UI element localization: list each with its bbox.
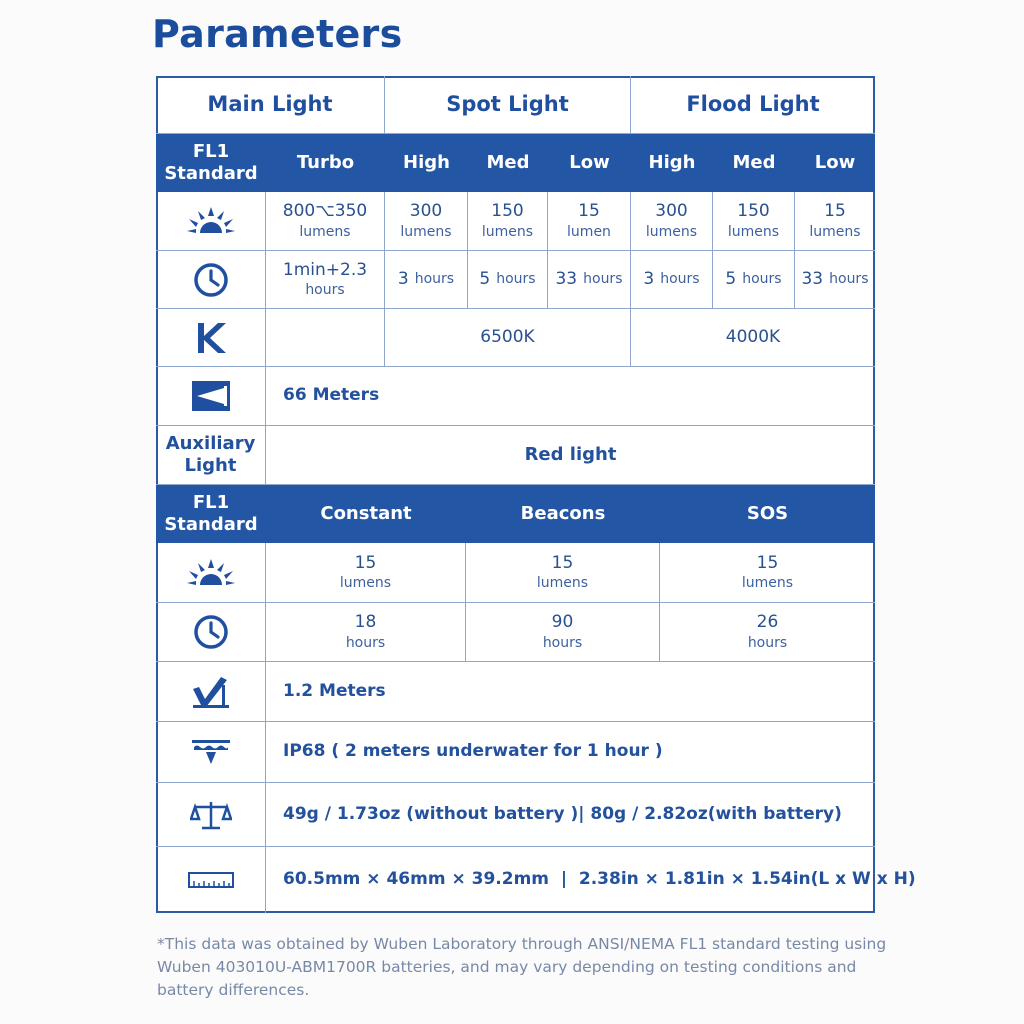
turbo-runtime: [266, 251, 385, 309]
auxiliary-light-label-text: Auxiliary Light: [165, 432, 256, 476]
beam-distance-icon: [156, 367, 266, 426]
flood-med-runtime-unit: hours: [742, 271, 782, 288]
aux-sos-output-unit: lumens: [741, 575, 794, 592]
waterproof-icon: [156, 722, 266, 783]
lumens-brightness-icon: [156, 192, 266, 251]
weight-value: [266, 783, 875, 847]
spot-med-output-unit: lumens: [481, 223, 534, 240]
dimensions-text: 60.5mm × 46mm × 39.2mm | 2.38in × 1.81in × 1.54in(L x W x H): [283, 869, 916, 890]
flood-high-output-value: 300: [655, 201, 688, 222]
flood-low-output: [795, 192, 875, 251]
aux-beacons-output: [466, 543, 660, 603]
aux-sos-runtime: [660, 603, 875, 662]
spot-med-runtime-unit: hours: [496, 271, 536, 288]
auxiliary-light-value-text: Red light: [524, 443, 617, 465]
parameters-table: [156, 76, 916, 913]
aux-sos-runtime-value: 26: [756, 612, 779, 633]
spot-high-output-unit: lumens: [400, 223, 452, 240]
mode-spot-med: Med: [486, 152, 530, 174]
flood-med-runtime: [713, 251, 795, 309]
spot-med-output: [468, 192, 548, 251]
spot-high-runtime-unit: hours: [414, 271, 455, 288]
aux-constant-runtime-unit: hours: [345, 634, 386, 651]
fl1-standard-label: FL1 Standard: [164, 141, 258, 184]
aux-constant-runtime-value: 18: [354, 612, 377, 633]
beam-distance-text: 66 Meters: [283, 385, 380, 406]
kelvin-k-icon: [156, 309, 266, 367]
aux-constant-runtime: [266, 603, 466, 662]
flood-med-runtime-value: 5: [725, 268, 737, 289]
aux-beacons-runtime-unit: hours: [542, 634, 583, 651]
beam-distance-value: [266, 367, 875, 426]
mode-spot-high: High: [403, 152, 450, 174]
impact-resistance-text: 1.2 Meters: [283, 680, 386, 701]
flood-high-output: [631, 192, 713, 251]
aux-constant-output-value: 15: [354, 552, 377, 573]
mode-flood-med: Med: [732, 152, 776, 174]
aux-beacons-runtime-value: 90: [551, 612, 574, 633]
flood-low-output-unit: lumens: [809, 223, 861, 240]
spot-low-output: [548, 192, 631, 251]
ruler-icon: [156, 847, 266, 913]
spot-med-runtime: [468, 251, 548, 309]
aux-sos-output-value: 15: [756, 552, 779, 573]
page-title: Parameters: [152, 12, 403, 56]
mode-flood-high: High: [648, 152, 696, 174]
flood-low-output-value: 15: [824, 201, 846, 222]
waterproof-text: IP68 ( 2 meters underwater for 1 hour ): [283, 741, 663, 762]
turbo-runtime-value: 1min+2.3: [282, 259, 368, 280]
spot-med-runtime-value: 5: [479, 268, 491, 289]
auxiliary-light-label: [156, 426, 266, 485]
flood-med-output: [713, 192, 795, 251]
flood-high-runtime: [631, 251, 713, 309]
turbo-color-temp: [266, 309, 385, 367]
flood-med-output-value: 150: [737, 201, 770, 222]
spot-low-runtime-value: 33: [555, 268, 578, 289]
spot-high-runtime-value: 3: [397, 268, 409, 289]
mode-turbo: Turbo: [296, 152, 355, 174]
spot-high-runtime: [385, 251, 468, 309]
aux-mode-sos: SOS: [746, 503, 789, 525]
spot-low-output-value: 15: [578, 201, 600, 222]
header-spot-light: Spot Light: [385, 76, 631, 134]
waterproof-value: [266, 722, 875, 783]
aux-fl1-standard-label: FL1 Standard: [164, 492, 258, 535]
spot-low-output-unit: lumen: [567, 223, 611, 240]
aux-mode-constant: Constant: [320, 503, 412, 525]
impact-resistance-value: [266, 662, 875, 722]
aux-constant-output-unit: lumens: [339, 575, 392, 592]
aux-constant-output: [266, 543, 466, 603]
mode-flood-low: Low: [814, 152, 856, 174]
turbo-output-value: 800⌥350: [282, 201, 368, 222]
mode-spot-low: Low: [569, 152, 610, 174]
spot-low-runtime-unit: hours: [583, 271, 623, 288]
flood-high-output-unit: lumens: [645, 223, 698, 240]
flood-color-temp: 4000K: [631, 309, 875, 367]
spot-med-output-value: 150: [491, 201, 524, 222]
spot-low-runtime: [548, 251, 631, 309]
turbo-runtime-unit: hours: [305, 282, 345, 299]
aux-sos-runtime-unit: hours: [747, 634, 788, 651]
aux-lumens-brightness-icon: [156, 543, 266, 603]
aux-mode-beacons: Beacons: [520, 503, 606, 525]
clock-icon: [156, 251, 266, 309]
flood-med-output-unit: lumens: [727, 223, 780, 240]
header-flood-light: Flood Light: [631, 76, 875, 134]
aux-clock-icon: [156, 603, 266, 662]
header-main-light: Main Light: [156, 76, 385, 134]
flood-low-runtime-unit: hours: [829, 271, 869, 288]
impact-resistance-icon: [156, 662, 266, 722]
flood-high-runtime-unit: hours: [660, 271, 700, 288]
flood-low-runtime-value: 33: [801, 268, 824, 289]
aux-beacons-output-value: 15: [551, 552, 574, 573]
flood-high-runtime-value: 3: [643, 268, 655, 289]
spot-high-output: [385, 192, 468, 251]
turbo-output-unit: lumens: [299, 223, 351, 240]
spot-high-output-value: 300: [409, 201, 443, 222]
spot-color-temp: 6500K: [385, 309, 631, 367]
aux-beacons-output-unit: lumens: [536, 575, 589, 592]
weight-text: 49g / 1.73oz (without battery )| 80g / 2.82oz(with battery): [283, 803, 842, 824]
aux-sos-output: [660, 543, 875, 603]
auxiliary-light-value: [266, 426, 875, 485]
flood-low-runtime: [795, 251, 875, 309]
aux-beacons-runtime: [466, 603, 660, 662]
turbo-output: [266, 192, 385, 251]
footnote: *This data was obtained by Wuben Laboratory through ANSI/NEMA FL1 standard testing using Wuben 403010U-ABM1700R batteries, and may vary depending on testing conditions and battery differences.: [157, 935, 887, 999]
scale-icon: [156, 783, 266, 847]
dimensions-value: [266, 847, 916, 913]
